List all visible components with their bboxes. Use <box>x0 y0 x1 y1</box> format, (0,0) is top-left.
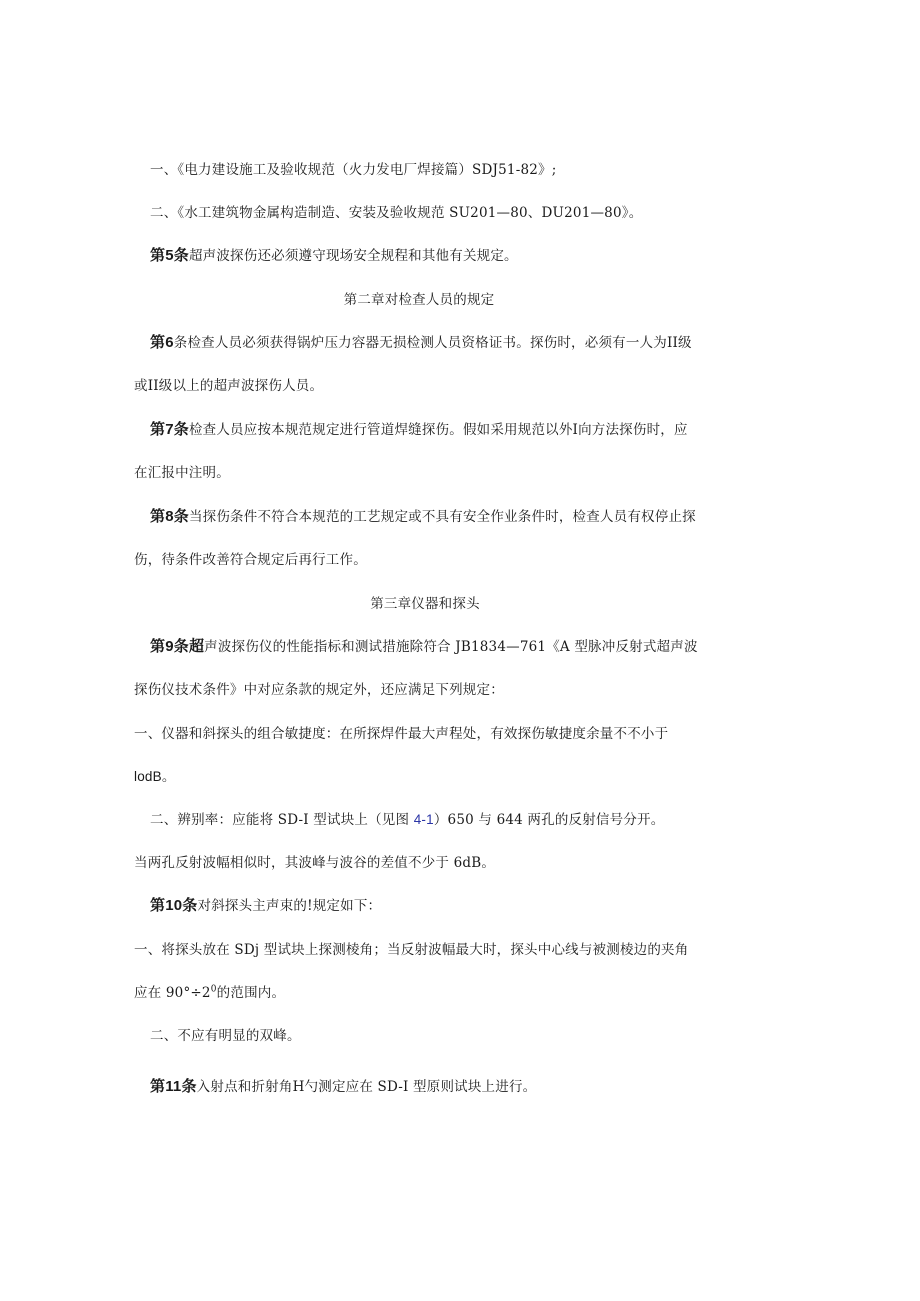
item-double-peak-text: 二、不应有明显的双峰。 <box>150 1028 301 1044</box>
item-resolution-text-post: ）650 与 644 两孔的反射信号分开。 <box>433 812 665 828</box>
chapter-3-heading <box>0 594 850 614</box>
article-8 <box>150 507 730 527</box>
item-resolution <box>150 810 730 830</box>
article-10-text: 对斜探头主声束的!规定如下： <box>197 898 382 914</box>
item-resolution-text-2: 当两孔反射波幅相似时，其波峰与波谷的差值不少于 6dB。 <box>134 855 496 871</box>
chapter-2-heading <box>0 290 838 310</box>
article-5 <box>150 246 730 266</box>
article-11-label: 第11条 <box>150 1078 197 1095</box>
chapter-2-title: 第二章对检查人员的规定 <box>343 292 495 308</box>
article-8-label: 第8条 <box>150 508 189 525</box>
item-beam-angle <box>134 940 714 960</box>
article-5-text: 超声波探伤还必须遵守现场安全规程和其他有关规定。 <box>188 248 518 264</box>
item-beam-angle-text-pre: 应在 90°÷2 <box>134 985 211 1001</box>
article-7-text: 检查人员应按本规范规定进行管道焊缝探伤。假如采用规范以外I向方法探伤时，应 <box>188 422 688 438</box>
article-11-text: 入射点和折射角H勺测定应在 SD-I 型原则试块上进行。 <box>196 1079 537 1095</box>
reference-line-2 <box>150 203 730 223</box>
article-7-continued <box>134 463 714 483</box>
article-6-continued <box>134 376 714 396</box>
article-9-text: 声波探伤仪的性能指标和测试措施除符合 JB1834—761《A 型脉冲反射式超声波 <box>204 639 698 655</box>
article-9 <box>150 637 730 657</box>
item-sensitivity-text: 一、仪器和斜探头的组合敏捷度：在所探焊件最大声程处，有效探伤敏捷度余量不不小于 <box>134 726 669 742</box>
reference-text-2: 二、《水工建筑物金属构造制造、安装及验收规范 SU201—80、DU201—80》。 <box>150 205 643 221</box>
article-8-continued <box>134 550 714 570</box>
reference-line-1 <box>150 160 730 180</box>
item-resolution-text-pre: 二、辨别率：应能将 SD-I 型试块上（见图 <box>150 812 414 828</box>
item-beam-angle-continued <box>134 983 714 1003</box>
article-6-text: 条检查人员必须获得锅炉压力容器无损检测人员资格证书。探伤时，必须有一人为II级 <box>173 335 692 351</box>
article-11 <box>150 1077 730 1097</box>
article-9-continued <box>134 680 714 700</box>
item-beam-angle-text: 一、将探头放在 SDj 型试块上探测棱角；当反射波幅最大时，探头中心线与被测棱边的夹角 <box>134 942 689 958</box>
item-resolution-continued <box>134 853 714 873</box>
article-5-label: 第5条 <box>150 247 189 264</box>
article-6-label: 第6 <box>150 334 174 351</box>
article-9-text-2: 探伤仪技术条件》中对应条款的规定外，还应满足下列规定： <box>134 682 504 698</box>
article-9-label: 第9条超 <box>150 638 205 655</box>
article-10-label: 第10条 <box>150 897 198 914</box>
chapter-3-title: 第三章仪器和探头 <box>370 596 480 612</box>
article-7-label: 第7条 <box>150 421 189 438</box>
reference-text-1: 一、《电力建设施工及验收规范（火力发电厂焊接篇）SDJ51-82》; <box>150 162 557 178</box>
article-8-text-2: 伤，待条件改善符合规定后再行工作。 <box>134 552 367 568</box>
item-sensitivity-continued <box>134 767 714 787</box>
item-double-peak <box>150 1026 730 1046</box>
item-sensitivity-value: lodB。 <box>134 769 176 784</box>
item-beam-angle-superscript: 0 <box>210 984 217 995</box>
item-beam-angle-text-post: 的范围内。 <box>216 985 286 1001</box>
article-6-text-2: 或II级以上的超声波探伤人员。 <box>134 378 324 394</box>
item-sensitivity <box>134 724 714 744</box>
figure-link[interactable]: 4-1 <box>413 812 434 827</box>
article-10 <box>150 896 730 916</box>
article-6 <box>150 333 730 353</box>
article-7 <box>150 420 730 440</box>
article-8-text: 当探伤条件不符合本规范的工艺规定或不具有安全作业条件时，检查人员有权停止探 <box>188 509 696 525</box>
article-7-text-2: 在汇报中注明。 <box>134 465 230 481</box>
